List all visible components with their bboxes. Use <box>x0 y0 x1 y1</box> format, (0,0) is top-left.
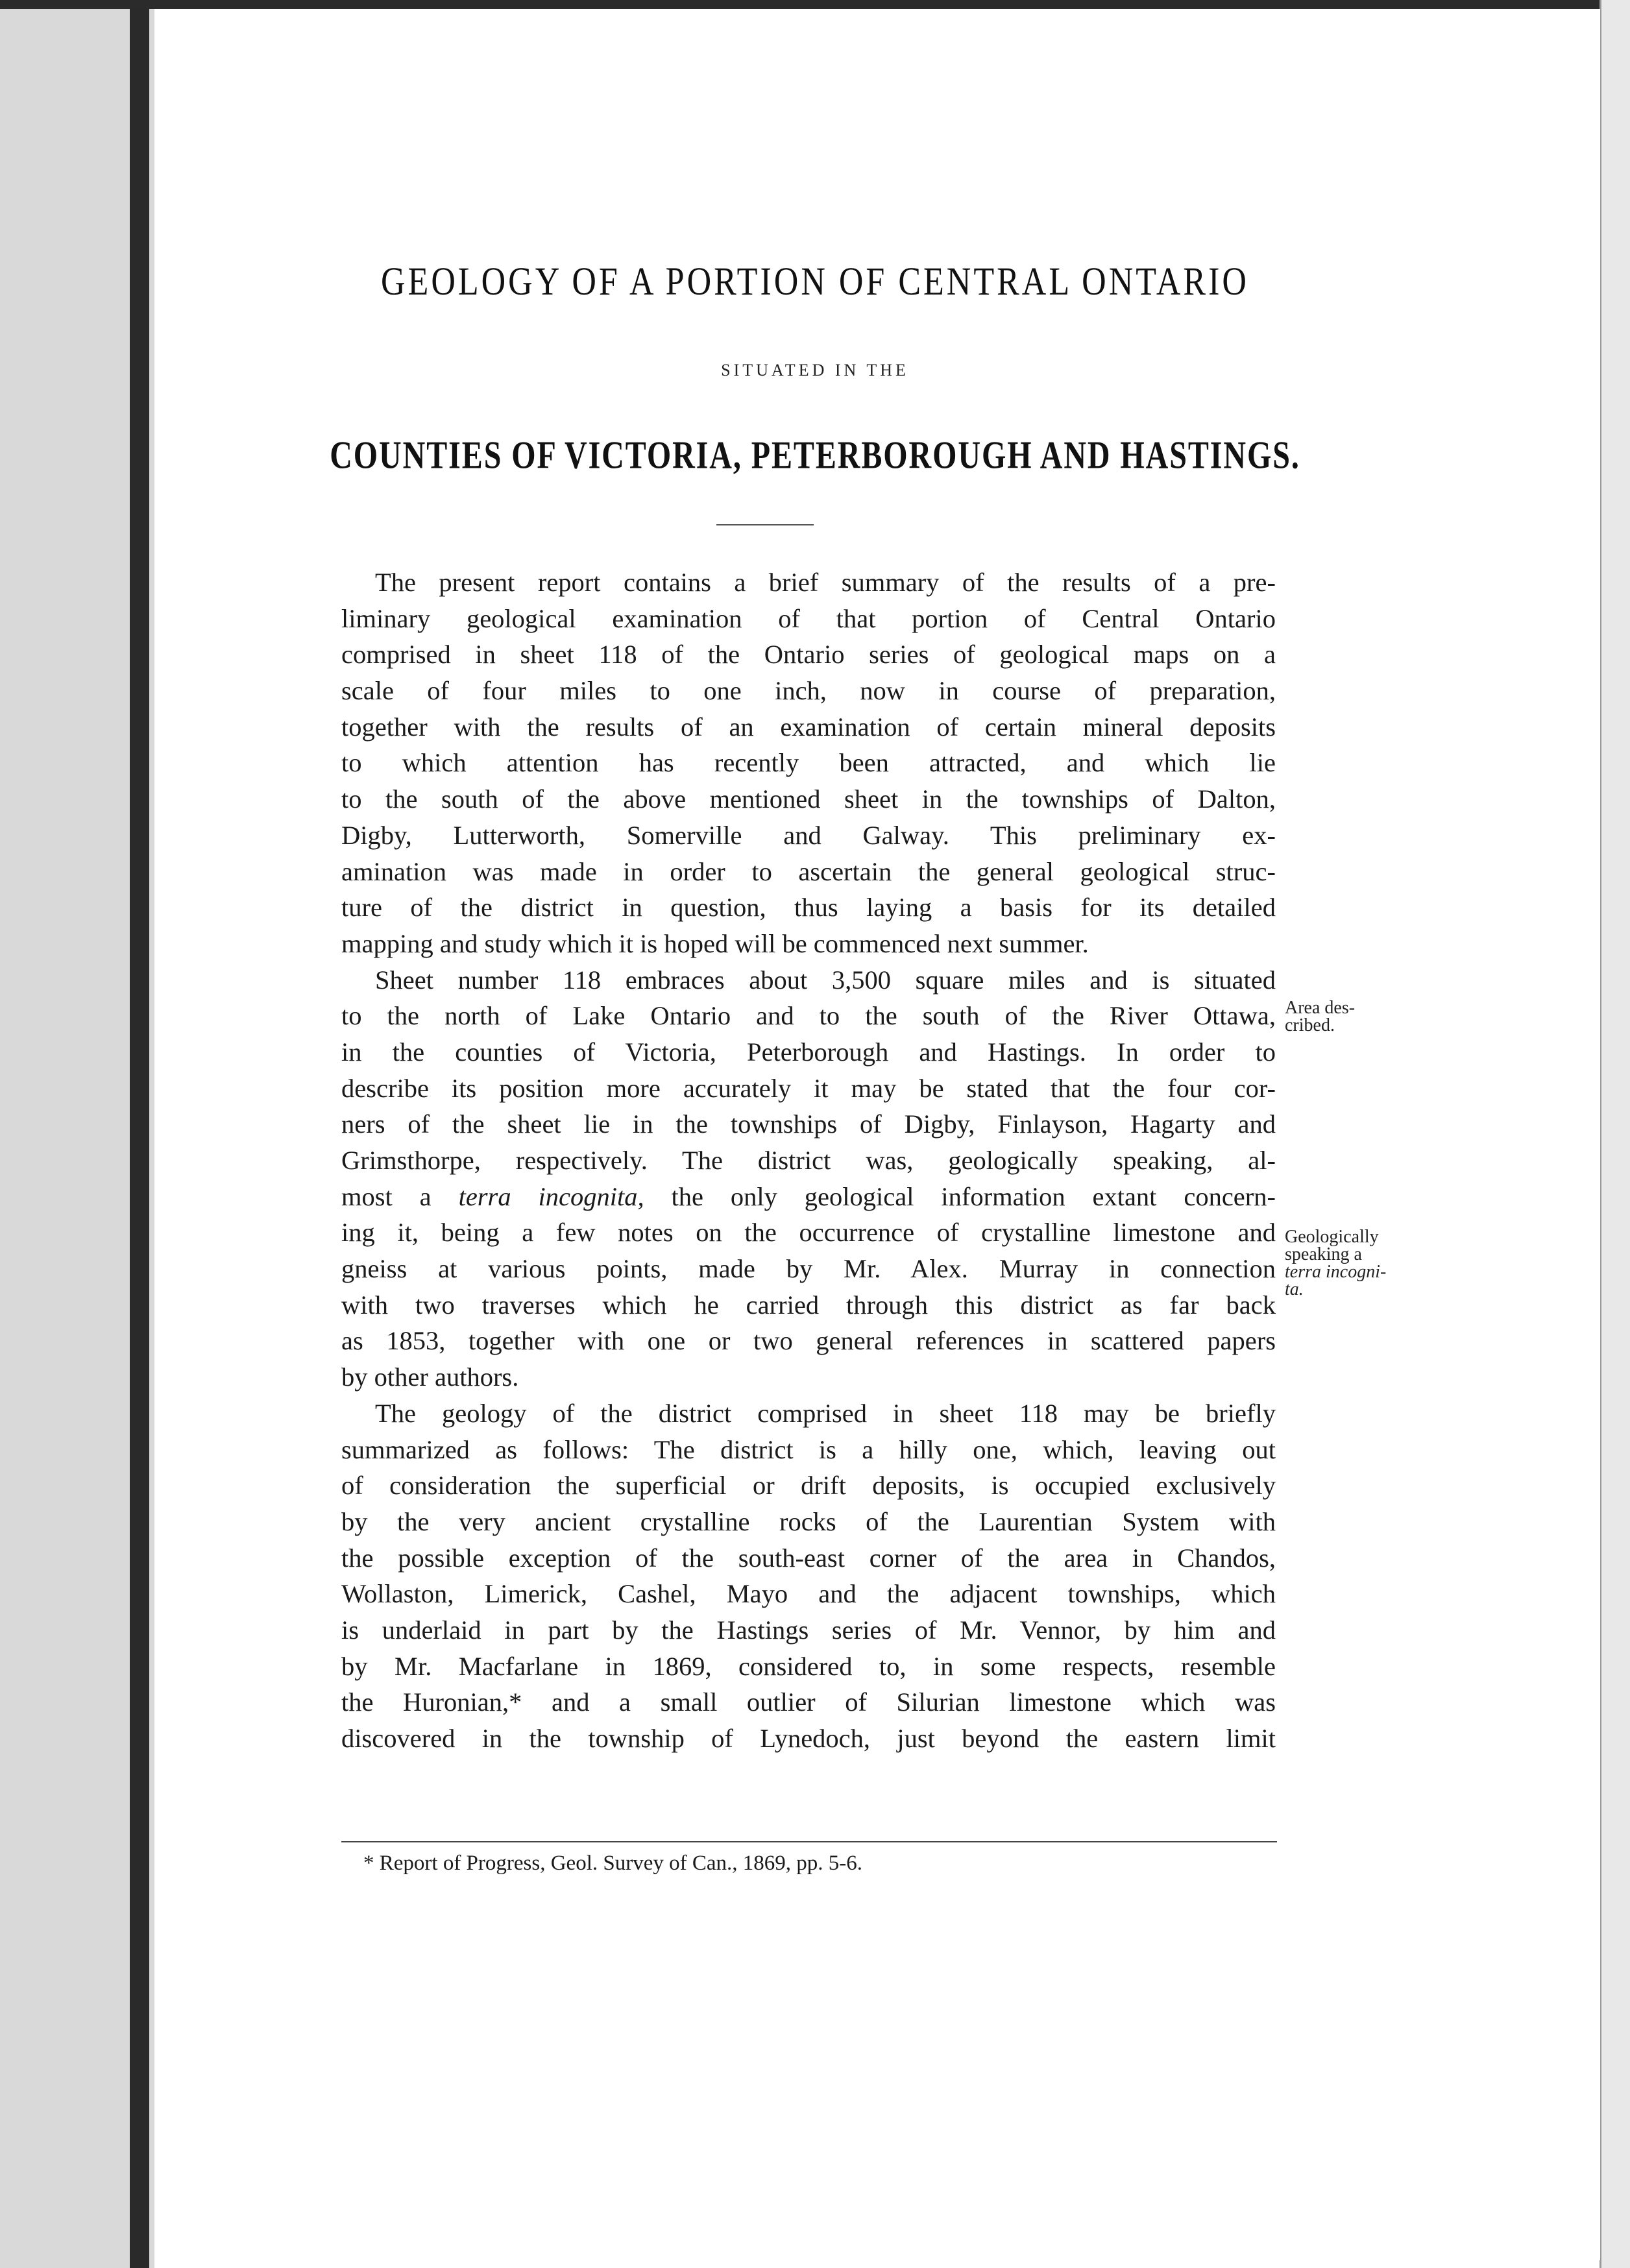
body-line-start: most a <box>341 1181 459 1211</box>
body-line: ing it, being a few notes on the occurrence of crystalline limestone and <box>341 1218 1276 1248</box>
body-line: of consideration the superficial or drift deposits, is occupied exclusively <box>341 1471 1276 1501</box>
body-line: by the very ancient crystalline rocks of the Laurentian System with <box>341 1506 1276 1536</box>
document-subtitle: SITUATED IN THE <box>721 361 909 380</box>
body-text <box>341 564 1276 1757</box>
document-counties-title: COUNTIES OF VICTORIA, PETERBOROUGH AND HASTINGS. <box>330 433 1300 477</box>
body-line: gneiss at various points, made by Mr. Alex. Murray in connection <box>341 1254 1276 1284</box>
sidenote-line: Area des- <box>1285 998 1356 1018</box>
body-line: the possible exception of the south-east corner of the area in Chandos, <box>341 1543 1276 1573</box>
document-title: GEOLOGY OF A PORTION OF CENTRAL ONTARIO <box>381 259 1249 304</box>
sidenote-line: speaking a <box>1285 1244 1362 1264</box>
body-line: together with the results of an examination of certain mineral deposits <box>341 712 1276 742</box>
body-line: liminary geological examination of that portion of Central Ontario <box>341 603 1276 633</box>
body-line: to the south of the above mentioned sheet in the townships of Dalton, <box>341 784 1276 814</box>
body-line: as 1853, together with one or two general references in scattered papers <box>341 1326 1276 1356</box>
sidenote-area-described <box>1285 999 1441 1034</box>
body-line: mapping and study which it is hoped will be commenced next summer. <box>341 928 1089 958</box>
body-line: by Mr. Macfarlane in 1869, considered to, in some respects, resemble <box>341 1651 1276 1681</box>
scan-top-edge <box>0 0 1630 9</box>
footnote-divider <box>341 1841 1277 1842</box>
scan-binding-shadow <box>130 0 149 2268</box>
body-line: to which attention has recently been attracted, and which lie <box>341 748 1276 778</box>
body-line: comprised in sheet 118 of the Ontario series of geological maps on a <box>341 640 1276 670</box>
body-line: ners of the sheet lie in the townships of Digby, Finlayson, Hagarty and <box>341 1109 1276 1139</box>
body-line: The present report contains a brief summary of the results of a pre- <box>375 568 1276 597</box>
body-line: Grimsthorpe, respectively. The district was, geologically speaking, al- <box>341 1146 1276 1175</box>
body-line: discovered in the township of Lynedoch, just beyond the eastern limit <box>341 1724 1276 1753</box>
sidenote-line: cribed. <box>1285 1015 1335 1035</box>
body-line: with two traverses which he carried through this district as far back <box>341 1290 1276 1320</box>
sidenote-line: Geologically <box>1285 1227 1379 1247</box>
body-line-with-italic <box>341 1179 1276 1215</box>
sidenote-terra-incognita <box>1285 1228 1441 1298</box>
italic-phrase: terra incognita, <box>458 1181 644 1211</box>
body-line: summarized as follows: The district is a hilly one, which, leaving out <box>341 1434 1276 1464</box>
body-line: is underlaid in part by the Hastings series of Mr. Vennor, by him and <box>341 1615 1276 1645</box>
body-line: to the north of Lake Ontario and to the south of the River Ottawa, <box>341 1001 1276 1031</box>
body-line: amination was made in order to ascertain the general geological struc- <box>341 856 1276 886</box>
body-line-end: the only geological information extant concern- <box>644 1181 1276 1211</box>
body-line: Wollaston, Limerick, Cashel, Mayo and the adjacent townships, which <box>341 1579 1276 1609</box>
body-line: the Huronian,* and a small outlier of Silurian limestone which was <box>341 1687 1276 1717</box>
body-line: describe its position more accurately it may be stated that the four cor- <box>341 1073 1276 1103</box>
sidenote-line: ta. <box>1285 1279 1304 1299</box>
body-line: Sheet number 118 embraces about 3,500 square miles and is situated <box>375 965 1276 995</box>
body-line: Digby, Lutterworth, Somerville and Galway. This preliminary ex- <box>341 820 1276 850</box>
footnote: * Report of Progress, Geol. Survey of Can., 1869, pp. 5-6. <box>363 1852 862 1875</box>
body-line: ture of the district in question, thus laying a basis for its detailed <box>341 893 1276 923</box>
body-line: The geology of the district comprised in sheet 118 may be briefly <box>375 1398 1276 1428</box>
scan-right-edge <box>1600 0 1630 2268</box>
body-line: scale of four miles to one inch, now in course of preparation, <box>341 676 1276 706</box>
title-divider <box>716 524 814 525</box>
body-line: by other authors. <box>341 1362 519 1392</box>
sidenote-line: terra incogni- <box>1285 1262 1387 1282</box>
body-line: in the counties of Victoria, Peterborough and Hastings. In order to <box>341 1037 1276 1067</box>
